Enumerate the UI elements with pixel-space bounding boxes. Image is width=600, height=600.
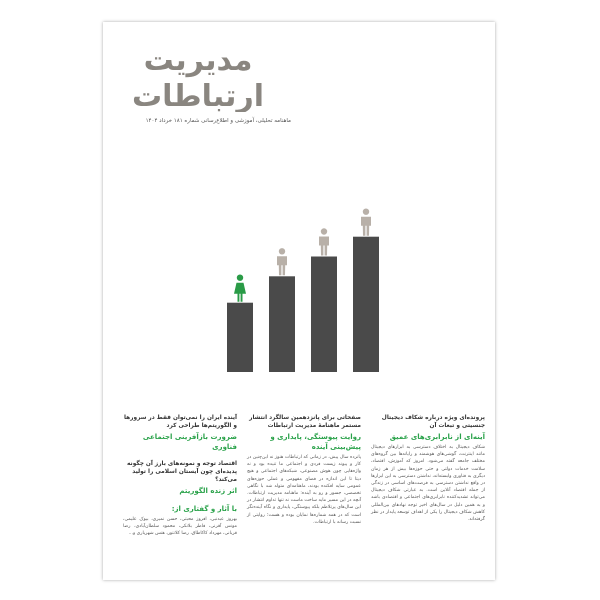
masthead-title-line1: مدیریت (143, 43, 253, 78)
teaser-kicker: آینده ایران را نمی‌توان فقط در سرورها و الگوریتم‌ها طراحی کرد (123, 415, 237, 429)
masthead-wordmark (123, 40, 273, 112)
article-headline[interactable]: آینه‌ای از نابرابری‌های عمیق (389, 433, 485, 441)
illustration-bar (269, 276, 295, 372)
contributors-list: بهروز عبدنبی، افروز محبتی، حسن نمیری، بیوک علیمی، مونس آقرنی، فاطر بلانکی، محمود سلطان‌آبادی، رضا قربانی، مهرداد کاکاطاق، رضا کلانتور، هنس شهریاری و... (123, 517, 237, 537)
illustration-bar (353, 237, 379, 372)
article-headline[interactable]: روایت پیوستگی، پایداری و پیش‌بینی آینده (270, 433, 361, 451)
contents-columns (103, 414, 495, 580)
issue-tagline: ماهنامه تحلیلی، آموزشی و اطلاع‌رسانی شماره ۱۸۱ خرداد ۱۴۰۴ (145, 118, 291, 124)
teaser-block (123, 460, 237, 496)
article-body: شکاف دیجیتال به اختلاف دسترسی به ابزارهای دیجیتال مانند اینترنت، گوشی‌های هوشمند و رایانه‌ها بین گروه‌های مختلف جامعه گفته می‌شود. امروز که آموزش، اقتصاد، سلامت خدمات دولتی و حتی حوزه‌ها بیش از هر زمان دیگری به فناوری وابسته‌اند، نداشتن دسترسی به این ابزارها در واقع نداشتن دسترسی به فرصت‌های اساسی در زندگی از جمله اقتصاد آنلاین است. به عبارتی شکاف دیجیتال می‌تواند تشدیدکننده نابرابری‌های اجتماعی و اقتصادی باشد و به همین دلیل در سال‌های اخیر توجه نهادهای بین‌المللی کاهش شکاف دیجیتال را یکی از اهداف توسعه پایدار در نظر گرفته‌اند. (371, 445, 485, 523)
man-figure-icon (277, 248, 287, 275)
contributors-block (123, 504, 237, 538)
teaser-headline[interactable]: ضرورت بازآفرینی اجتماعی فناوری (142, 433, 237, 451)
illustration-bar (311, 257, 337, 373)
woman-figure-icon (234, 275, 246, 302)
contributors-heading: با آثار و گفتاری از: (171, 505, 237, 513)
article-kicker: پرونده‌ای ویژه درباره شکاف دیجیتال جنسیتی و تبعات آن (381, 415, 485, 429)
magazine-cover (103, 22, 495, 580)
bars-illustration (183, 182, 413, 382)
masthead-logo (123, 40, 273, 112)
teaser-block (123, 414, 237, 452)
article-column-middle (247, 414, 361, 526)
article-body: پانزده سال پیش، در زمانی که ارتباطات هنوز نه این‌چنین در کار و پیوند زیست فردی و اجتماعی ما تنیده بود و نه واژه‌هایی چون هوش مصنوعی، شبکه‌های اجتماعی و هیچ دیتا تا این اندازه در فضای مفهومی و عملی حوزه‌های عمومی سایه افکنده بودند، ماهنامه‌ای متولد شد با نگاهی تخصصی، جسور و رو به آینده: ماهنامه مدیریت ارتباطات. آنچه در این مسیر مایه ساخت ماست نه تنها تداوم انتشار در این سال‌های پرتلاطم بلکه پیوستگی، پایداری و نگاه آینده‌نگر است که در همه شماره‌ها نمایان بوده و هست؛ روایتی از نسبت رسانه با ارتباطات. (247, 455, 361, 525)
man-figure-icon (319, 228, 329, 255)
article-column-left (123, 414, 237, 546)
article-kicker: صفحاتی برای پانزدهمین سالگرد انتشار مستمر ماهنامهٔ مدیریت ارتباطات (249, 415, 361, 429)
cover-illustration (183, 182, 413, 382)
man-figure-icon (361, 209, 371, 236)
teaser-headline[interactable]: اثر زنده الگوریتم (179, 487, 237, 495)
teaser-kicker: اقتصاد توجه و نمونه‌های بارز آن چگونه پدیده‌ای چون آیستان اسلامی را تولید می‌کند؟ (127, 461, 237, 483)
masthead-title-line2: ارتباطات (132, 79, 264, 112)
illustration-bar (227, 303, 253, 372)
article-column-right (371, 414, 485, 523)
